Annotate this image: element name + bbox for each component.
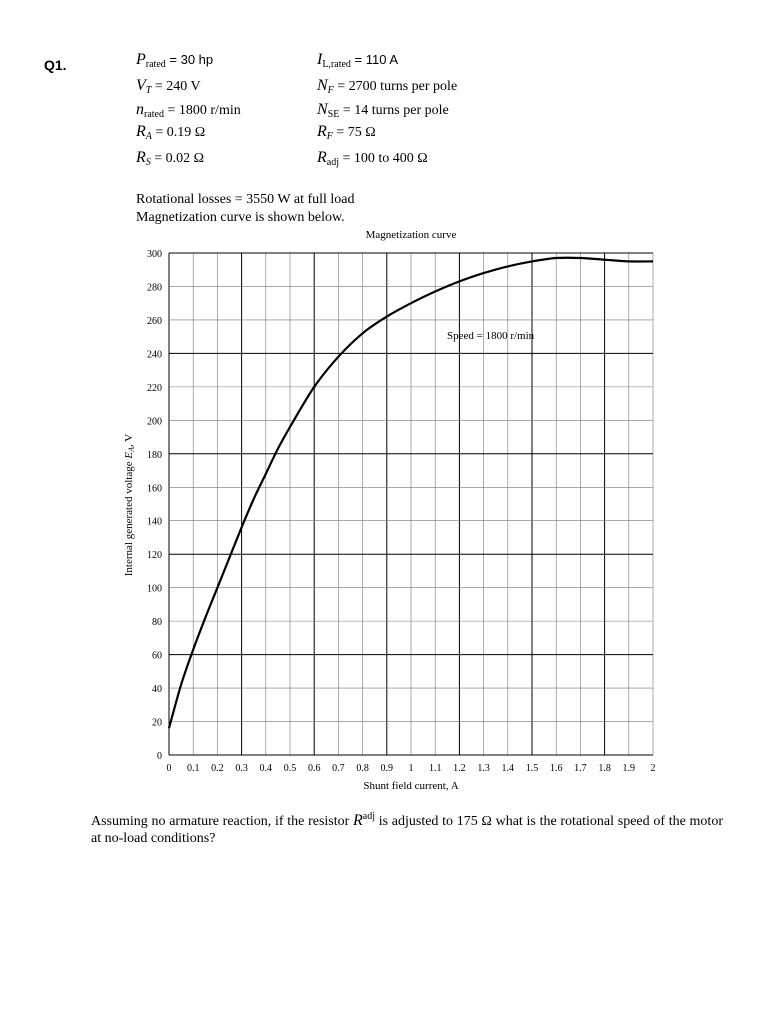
question-number: Q1. xyxy=(44,57,67,73)
y-tick-label: 180 xyxy=(147,449,162,461)
x-tick-label: 1.1 xyxy=(428,763,442,774)
y-tick-labels xyxy=(147,249,162,762)
given-n-rated: $n_{rated} = 1800$ r/min xyxy=(136,101,241,120)
x-tick-label: 0 xyxy=(166,763,172,774)
x-tick-label: 0.4 xyxy=(259,763,273,774)
y-tick-label: 20 xyxy=(152,717,162,729)
y-tick-label: 200 xyxy=(147,416,162,428)
x-tick-label: 0.3 xyxy=(235,763,248,774)
x-tick-label: 2 xyxy=(650,763,656,774)
given-n-se: $N_{SE} = 14$ turns per pole xyxy=(317,101,449,120)
chart-title: Magnetization curve xyxy=(365,229,457,241)
grid-vertical-lines xyxy=(169,253,653,755)
x-tick-label: 1.9 xyxy=(622,763,636,774)
x-tick-label: 0.6 xyxy=(307,763,321,774)
y-tick-label: 300 xyxy=(147,249,162,260)
magnetization-curve-note: Magnetization curve is shown below. xyxy=(136,210,345,225)
x-tick-label: 0.5 xyxy=(283,763,297,774)
x-axis-label: Shunt field current, A xyxy=(363,780,459,792)
question-text: Assuming no armature reaction, if the resistor $R^{adj}$ is adjusted to 175 Ω what is the rotational speed of the motor at no-load conditions? xyxy=(91,811,723,846)
x-tick-label: 0.7 xyxy=(332,763,345,774)
x-tick-label: 0.2 xyxy=(211,763,224,774)
x-tick-label: 1 xyxy=(408,763,414,774)
given-r-adj: $R_{adj} = 100$ to 400 Ω xyxy=(317,149,428,168)
magnetization-chart xyxy=(120,226,670,796)
x-tick-label: 1.2 xyxy=(453,763,466,774)
y-axis-label: Internal generated voltage EA, V xyxy=(123,433,136,577)
y-tick-label: 280 xyxy=(147,282,162,294)
x-tick-label: 1.3 xyxy=(477,763,490,774)
given-i-l-rated: $I_{L,rated} = 110$ A xyxy=(317,51,399,70)
y-tick-label: 80 xyxy=(152,617,162,629)
given-v-t: $V_T = 240$ V xyxy=(136,77,201,96)
x-tick-label: 0.8 xyxy=(356,763,369,774)
y-tick-label: 260 xyxy=(147,315,162,327)
x-tick-label: 0.9 xyxy=(380,763,394,774)
x-tick-label: 1.6 xyxy=(549,763,563,774)
x-tick-label: 1.4 xyxy=(501,763,515,774)
y-tick-label: 140 xyxy=(147,516,162,528)
given-r-f: $R_F = 75$ Ω xyxy=(317,123,376,142)
given-p-rated: $P_{rated} = 30$ hp xyxy=(136,51,214,70)
given-n-f: $N_F = 2700$ turns per pole xyxy=(317,77,458,96)
y-tick-label: 240 xyxy=(147,349,162,361)
y-tick-label: 160 xyxy=(147,483,162,495)
x-tick-label: 1.5 xyxy=(525,763,539,774)
given-r-s: $R_S = 0.02$ Ω xyxy=(136,149,205,168)
given-r-a: $R_A = 0.19$ Ω xyxy=(136,123,206,142)
x-tick-label: 1.8 xyxy=(598,763,611,774)
rotational-losses-note: Rotational losses = 3550 W at full load xyxy=(136,192,355,207)
y-tick-label: 120 xyxy=(147,550,162,562)
x-tick-label: 0.1 xyxy=(186,763,200,774)
y-tick-label: 0 xyxy=(157,751,162,762)
x-tick-label: 1.7 xyxy=(574,763,587,774)
x-tick-labels xyxy=(167,763,656,774)
speed-annotation: Speed = 1800 r/min xyxy=(447,330,535,342)
y-tick-label: 100 xyxy=(147,583,162,595)
y-tick-label: 60 xyxy=(152,650,162,662)
y-tick-label: 40 xyxy=(152,684,162,696)
y-tick-label: 220 xyxy=(147,382,162,394)
